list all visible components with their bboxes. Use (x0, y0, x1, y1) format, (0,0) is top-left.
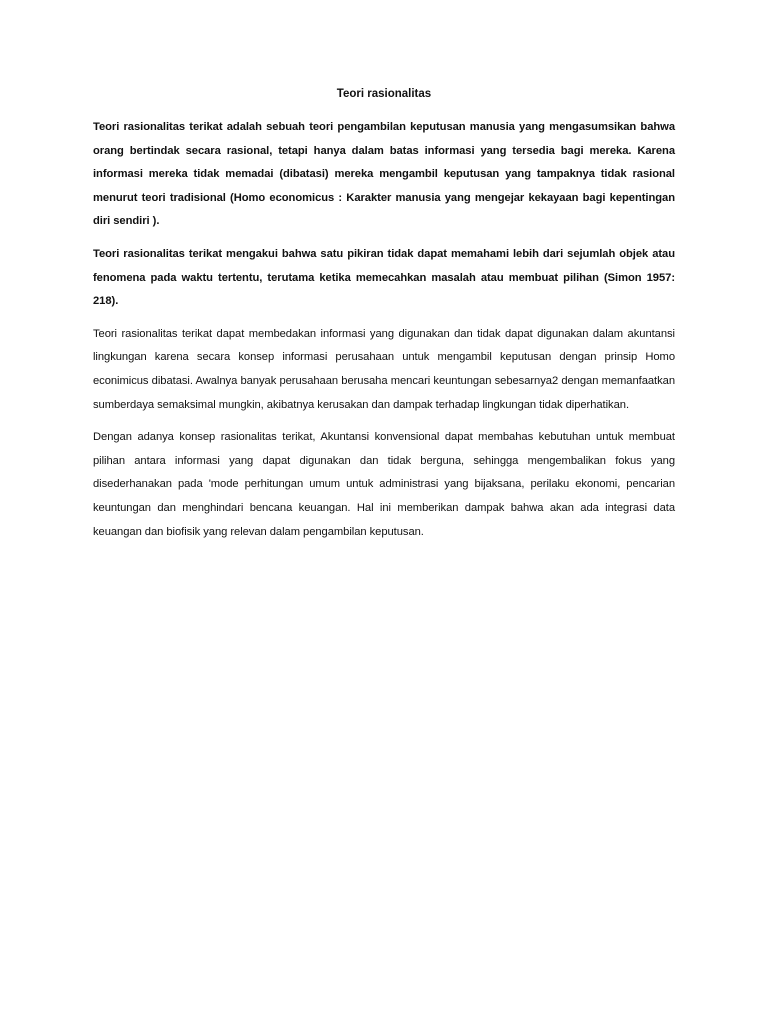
document-title: Teori rasionalitas (336, 88, 432, 100)
paragraph-2: Teori rasionalitas terikat mengakui bahwa satu pikiran tidak dapat memahami lebih dari sejumlah objek atau fenomena pada waktu tertentu, terutama ketika memecahkan masalah atau membuat pilihan (Simon 1957: 218). (93, 247, 675, 308)
document-body (93, 86, 675, 553)
paragraph-4: Dengan adanya konsep rasionalitas terikat, Akuntansi konvensional dapat membahas kebutuhan untuk membuat pilihan antara informasi yang dapat digunakan dan tidak berguna, sehingga mengembalikan fokus yang disederhanakan pada 'mode perhitungan umum untuk administrasi yang bijaksana, perilaku ekonomi, pencarian keuntungan dan menghindari bencana keuangan. Hal ini memberikan dampak bahwa akan ada integrasi data keuangan dan biofisik yang relevan dalam pengambilan keputusan. (93, 431, 675, 538)
paragraph-1: Teori rasionalitas terikat adalah sebuah teori pengambilan keputusan manusia yang mengasumsikan bahwa orang bertindak secara rasional, tetapi hanya dalam batas informasi yang tersedia bagi mereka. Karena informasi mereka tidak memadai (dibatasi) mereka mengambil keputusan yang tampaknya tidak rasional menurut teori tradisional (Homo economicus : Karakter manusia yang mengejar kekayaan bagi kepentingan diri sendiri ). (93, 121, 675, 228)
paragraph-3: Teori rasionalitas terikat dapat membedakan informasi yang digunakan dan tidak dapat digunakan dalam akuntansi lingkungan karena secara konsep informasi perusahaan untuk mengambil keputusan dengan prinsip Homo econimicus dibatasi. Awalnya banyak perusahaan berusaha mencari keuntungan sebesarnya2 dengan memanfaatkan sumberdaya semaksimal mungkin, akibatnya kerusakan dan dampak terhadap lingkungan tidak diperhatikan. (93, 327, 675, 411)
